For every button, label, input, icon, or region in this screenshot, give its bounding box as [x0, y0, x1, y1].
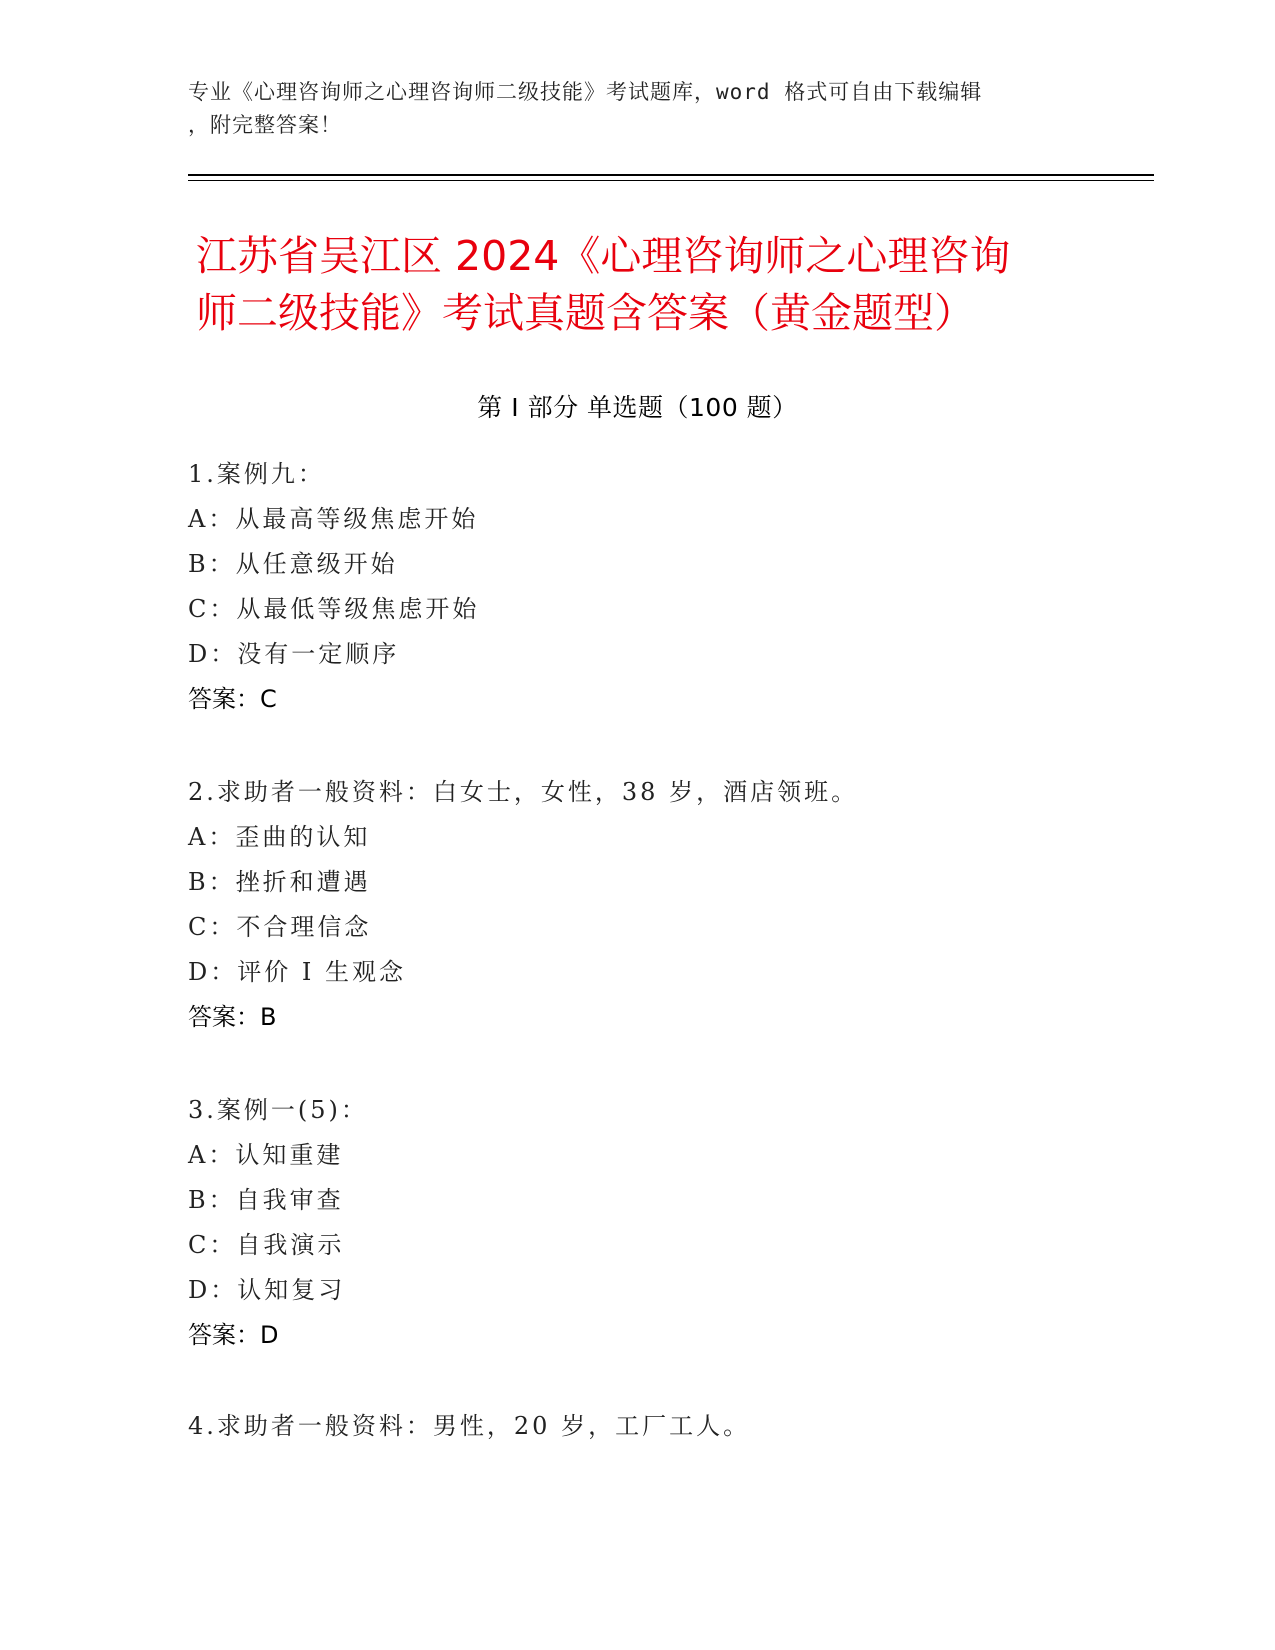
option-a: A：歪曲的认知 — [188, 823, 371, 851]
option-d: D：没有一定顺序 — [188, 640, 400, 668]
question-4 — [188, 1404, 1138, 1449]
intro-line-2: ，附完整答案！ — [188, 113, 342, 137]
header-rule-thick — [188, 174, 1154, 176]
option-b: B：自我审查 — [188, 1186, 344, 1214]
title-line-2: 师二级技能》考试真题含答案（黄金题型） — [196, 289, 975, 337]
document-title — [196, 228, 1096, 342]
option-a: A：从最高等级焦虑开始 — [188, 505, 479, 533]
option-c: C：不合理信念 — [188, 913, 372, 941]
intro-line-1: 专业《心理咨询师之心理咨询师二级技能》考试题库，word 格式可自由下载编辑 — [188, 80, 983, 104]
question-stem: 1.案例九： — [188, 460, 325, 488]
answer: 答案：D — [188, 1321, 279, 1349]
question-1 — [188, 452, 1138, 722]
question-stem: 4.求助者一般资料：男性，20 岁，工厂工人。 — [188, 1412, 751, 1440]
option-a: A：认知重建 — [188, 1141, 344, 1169]
option-d: D：评价 I 生观念 — [188, 958, 406, 986]
header-rule-thin — [188, 180, 1154, 181]
option-b: B：挫折和遭遇 — [188, 868, 371, 896]
title-line-1: 江苏省吴江区 2024《心理咨询师之心理咨询 — [196, 232, 1011, 280]
intro-text — [188, 76, 1068, 142]
question-stem: 2.求助者一般资料：白女士，女性，38 岁，酒店领班。 — [188, 778, 859, 806]
answer: 答案：C — [188, 685, 277, 713]
answer: 答案：B — [188, 1003, 277, 1031]
section-title: 第 I 部分 单选题（100 题） — [477, 393, 798, 422]
option-d: D：认知复习 — [188, 1276, 346, 1304]
question-stem: 3.案例一(5)： — [188, 1096, 368, 1124]
question-3 — [188, 1088, 1138, 1358]
question-2 — [188, 770, 1138, 1040]
option-c: C：自我演示 — [188, 1231, 345, 1259]
option-b: B：从任意级开始 — [188, 550, 398, 578]
option-c: C：从最低等级焦虑开始 — [188, 595, 480, 623]
